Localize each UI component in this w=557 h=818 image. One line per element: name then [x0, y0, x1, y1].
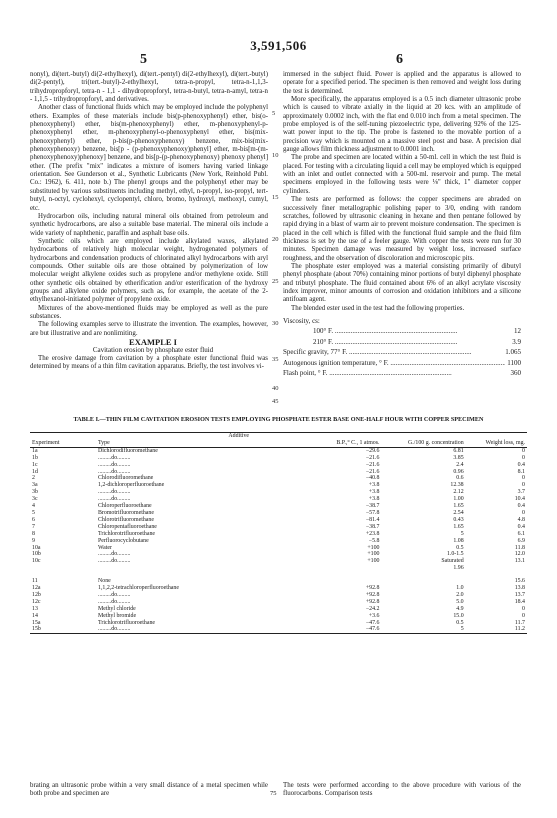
cell-type: Perfluorocyclobutane [98, 537, 149, 544]
cell-loss: 13.1 [514, 558, 525, 565]
property-value: 1100 [507, 358, 521, 367]
col-header-loss: Weight loss, mg. [466, 440, 527, 447]
cell-conc: 6.81 [453, 447, 464, 454]
cell-experiment: 8 [32, 530, 35, 537]
cell-loss: 0 [522, 475, 525, 482]
cell-type: .........do......... [98, 591, 131, 598]
cell-bp: +100 [367, 558, 380, 565]
cell-conc: 4.9 [456, 605, 464, 612]
cell-experiment: 3c [32, 496, 38, 503]
table-row [30, 545, 527, 552]
cell-bp: −21.6 [365, 454, 380, 461]
cell-type [96, 565, 315, 572]
property-value: 12 [514, 327, 521, 336]
cell-type: .........do......... [98, 551, 131, 558]
table-row [30, 620, 527, 627]
cell-type: Trichlorotrifluoroethane [98, 530, 156, 537]
cell-bp: −38.7 [365, 503, 380, 510]
cell-experiment: 1d [32, 468, 38, 475]
col-header-conc: G./100 g. concentration [381, 440, 465, 447]
table-row [30, 455, 527, 462]
col-header-bp: B.P.,° C., 1 atmos. [315, 440, 381, 447]
cell-bp: +92.8 [365, 598, 380, 605]
cell-loss: 0 [522, 605, 525, 612]
table-row [30, 510, 527, 517]
cell-bp: +100 [367, 551, 380, 558]
cell-conc [381, 578, 465, 585]
cell-type: Trichlorotrifluoroethane [98, 619, 156, 626]
cell-loss: 0.4 [517, 503, 525, 510]
cell-experiment: 4 [32, 503, 35, 510]
right-column [283, 71, 521, 379]
cell-conc: 12.38 [450, 482, 464, 489]
example-subheading: Cavitation erosion by phosphate ester fluid [92, 346, 214, 355]
table-row [30, 606, 527, 613]
cell-type: .........do......... [98, 558, 131, 565]
cell-experiment: 12c [32, 598, 41, 605]
cell-bp: −47.6 [365, 619, 380, 626]
cell-conc: 0.5 [456, 619, 464, 626]
cell-bp: −81.4 [365, 516, 380, 523]
paragraph: The tests are performed as follows: the copper specimens are abraded on successively finer metallographic polishing paper to 3/0, ending with random scratches, followed by ultrasonic cleaning in hexane and then pentane followed by rapid drying in a blast of warm air to prevent moisture condensation. The specimen is placed in the cell which is filled with the functional fluid sample and the fluid film thickness is set by the use of a feeler gauge. With copper the tests were run for 30 minutes. Specimen damage was measured by weight loss, increased surface roughness, and the observation of discoloration and microscopic pits. [283, 196, 521, 262]
cell-loss: 15.6 [514, 578, 525, 585]
property-row [283, 326, 521, 337]
cell-bp: −21.6 [365, 468, 380, 475]
table-row [30, 626, 527, 633]
cell-type: .........do......... [98, 461, 131, 468]
bottom-text-left: brating an ultrasonic probe within a very small distance of a metal specimen while both probe and specimen are [30, 782, 268, 798]
table-row [30, 462, 527, 469]
cell-loss: 0.4 [517, 461, 525, 468]
cell-bp: +23.8 [365, 530, 380, 537]
property-label: 210° F. ..... [313, 337, 510, 348]
line-number: 20 [272, 236, 279, 243]
cell-type: Chloroperfluoroethane [98, 503, 152, 510]
paragraph: Hydrocarbon oils, including natural mineral oils obtained from petroleum and synthetic hydrocarbons, are also a suitable base material. The mineral oils include a wide variety of naphthenic, paraffin and asphalt base oils. [30, 212, 268, 237]
paragraph: Synthetic oils which are employed include alkylated waxes, alkylated hydrocarbons of relatively high molecular weight, hydrogenated polymers of hydrocarbons and condensation products of chlorinated alkyl hydrocarbons with aryl compounds. Other suitable oils are those obtained by polymerization of low molecular weight alkylene oxides such as propylene and/or methylene oxide. Still other synthetic oils obtained by etherification and/or esterification of the hydroxy groups and alkylene oxide polymers, such as, for example, the acetate of the 2-ethylhexanol-initiated polymer of propylene oxide. [30, 237, 268, 304]
cell-conc: 2.0 [456, 591, 464, 598]
cell-experiment: 1a [32, 447, 38, 454]
table-row [30, 578, 527, 585]
page-number-right: 6 [396, 52, 403, 67]
cell-bp: −21.6 [365, 461, 380, 468]
cell-bp: −29.6 [365, 447, 380, 454]
cell-bp: −47.6 [315, 626, 381, 633]
cell-experiment [30, 565, 96, 572]
cell-bp: +3.8 [368, 482, 380, 489]
col-header-type: Type [96, 440, 315, 447]
property-value: 1.065 [505, 348, 521, 357]
paragraph: More specifically, the apparatus employed is a 0.5 inch diameter ultrasonic probe which is caused to vibrate axially in the liquid at 20 kcs. with an amplitude of approximately 0.0002 inch, with the flat end 0.010 inch from a metal specimen. The probe employed is of the self-tuning piezoelectric type, delivering 92% of the 125-watt power input to the tip. The probe is fastened to the movable portion of a precision way which is mounted on a massive steel post and base. A precision dial gauge allows film thickness adjustment to 0.0001 inch. [283, 96, 521, 154]
cell-type: None [98, 578, 111, 585]
cell-loss: 12.0 [514, 551, 525, 558]
table-row [30, 558, 527, 565]
cell-type: Methyl chloride [98, 605, 136, 612]
cell-type: .........do......... [96, 626, 315, 633]
cell-experiment: 10b [32, 551, 41, 558]
line-number: 40 [272, 385, 279, 392]
cell-loss: 8.1 [517, 468, 525, 475]
cell-bp: +3.8 [368, 496, 380, 503]
cell-experiment: 2 [32, 475, 35, 482]
table-row [30, 613, 527, 620]
cell-loss: 0.4 [517, 523, 525, 530]
cell-conc: 15.0 [453, 612, 464, 619]
property-value: 360 [510, 369, 521, 378]
cell-experiment: 11 [32, 578, 38, 585]
table-row [30, 447, 527, 454]
table-row [30, 585, 527, 592]
cell-bp: −57.8 [365, 509, 380, 516]
line-number: 15 [272, 194, 279, 201]
property-row [283, 337, 521, 348]
paragraph: immersed in the subject fluid. Power is applied and the apparatus is allowed to operate for a specified period. The specimen is then removed and weight loss during the test is determined. [283, 71, 521, 95]
cell-type: .........do......... [98, 598, 131, 605]
property-label: Specific gravity, 77° F. ..... [283, 347, 503, 358]
cell-conc: 3.85 [453, 454, 464, 461]
cell-bp: +100 [367, 544, 380, 551]
cell-experiment: 10c [32, 558, 41, 565]
erosion-table [30, 432, 527, 634]
cell-loss: 0 [522, 447, 525, 454]
cell-experiment: 7 [32, 523, 35, 530]
cell-conc: 1.08 [453, 537, 464, 544]
table-row [30, 524, 527, 531]
table-row [30, 503, 527, 510]
cell-experiment: 10a [32, 544, 41, 551]
line-number: 45 [272, 398, 279, 405]
cell-bp: +3.6 [368, 612, 380, 619]
bottom-text-right: The tests were performed according to the above procedure with various of the fluorocarbons. Comparison tests [283, 782, 521, 798]
cell-type: Chloropentafluoroethane [98, 523, 157, 530]
cell-conc: 0.43 [453, 516, 464, 523]
cell-conc: 5.0 [456, 598, 464, 605]
cell-conc: 1.65 [453, 523, 464, 530]
cell-type: Chlorotrifluoromethane [98, 516, 154, 523]
paragraph: The blended ester used in the test had the following properties. [291, 304, 465, 312]
table-row [30, 551, 527, 558]
cell-conc: 1.00 [453, 496, 464, 503]
properties-list [283, 316, 521, 379]
cell-conc: 2.54 [453, 509, 464, 516]
table-row [30, 517, 527, 524]
line-number: 5 [272, 110, 276, 117]
paragraph: The following examples serve to illustrate the invention. The examples, however, are but illustrative and are nonlimiting. [30, 321, 268, 337]
cell-experiment: 5 [32, 509, 35, 516]
table-row [30, 592, 527, 599]
cell-experiment: 15a [32, 619, 41, 626]
cell-bp [315, 565, 381, 572]
cell-type: 1,1,2,2-tetrachloroperfluoroethane [98, 585, 179, 592]
cell-loss: 13.8 [514, 585, 525, 592]
property-label: Autogenous ignition temperature, ° F. ..... [283, 358, 505, 369]
cell-loss: 0 [522, 454, 525, 461]
cell-type: Water [98, 544, 112, 551]
cell-conc: 1.96 [453, 565, 464, 572]
cell-type: .........do......... [98, 496, 131, 503]
cell-type: 1,2-dichloroperfluoroethane [98, 482, 165, 489]
cell-bp: +3.8 [368, 489, 380, 496]
cell-loss: 3.7 [517, 489, 525, 496]
cell-conc: 0.96 [453, 468, 464, 475]
line-number: 25 [272, 278, 279, 285]
cell-loss [466, 565, 527, 572]
paragraph: The erosive damage from cavitation by a phosphate ester functional fluid was determined by means of a thin film cavitation apparatus. Briefly, the test involves vi- [30, 354, 268, 371]
table-row [30, 531, 527, 538]
example-heading: EXAMPLE I [129, 337, 177, 347]
cell-conc: 5 [460, 530, 464, 537]
group-header: Additive [96, 433, 381, 440]
cell-experiment: 12a [32, 585, 41, 592]
cell-loss: 13.7 [514, 591, 525, 598]
cell-loss: 11.2 [466, 626, 527, 633]
properties-title [283, 316, 521, 327]
cell-loss: 4.8 [517, 516, 525, 523]
table-row [30, 565, 527, 572]
cell-loss: 10.4 [514, 496, 525, 503]
cell-experiment: 12b [32, 591, 41, 598]
cell-experiment: 1b [32, 454, 38, 461]
line-number: 35 [272, 356, 279, 363]
cell-conc: 2.4 [456, 461, 464, 468]
cell-experiment: 1c [32, 461, 38, 468]
cell-loss: 0 [522, 509, 525, 516]
table-row [30, 538, 527, 545]
cell-experiment: 6 [32, 516, 35, 523]
cell-loss: 11.7 [514, 619, 525, 626]
paragraph: Another class of functional fluids which may be employed include the polyphenyl ethers. Examples of these materials include bis(p-phenoxyphenyl) ether, bis(o-phenoxyphenyl) ether, bis(m-phenoxyphenyl) ether, m-phenoxyphenyl-p-phenoxyphenyl ether, m-phenoxyphenyl-o-phenoxyphenyl ether, bis(mix-phenoxyphenyl) ether, p-bis(p-phenoxyphenoxy) benzene, mix-bis(mix-phenoxyphenoxy) benzene, bis[p - (p-phenoxyphenoxy)phenyl] ether, m-bis[m-(m-phenoxyphenoxy)phenoxy] benzene, and bis[p-(p-phenoxyphenoxy) phenoxy phenyl] ether. (The prefix "mix" indicates a mixture of isomers having varied linkage orientation. See Gunderson et al., Synthetic Lubricants (New York, Reinhold Publ. Co.: 1962), 6. 411, note b.) The phenyl groups and the polyphenyl ether may be substituted by various substituents including methyl, ethyl, n-propyl, iso-propyl, tert-butyl, n-octyl, cyclohexyl, cyclopentyl, chloro, bromo, hydroxyl, methoxyl, cumyl, etc. [30, 104, 268, 212]
page-number-left: 5 [140, 52, 147, 67]
cell-experiment: 15b [30, 626, 96, 633]
cell-experiment: 9 [32, 537, 35, 544]
cell-bp: −5.8 [368, 537, 380, 544]
cell-bp: +92.8 [365, 591, 380, 598]
paragraph: Mixtures of the above-mentioned fluids may be employed as well as the pure substances. [30, 304, 268, 320]
table-row [30, 489, 527, 496]
line-number: 75 [270, 790, 277, 797]
cell-experiment: 3a [32, 482, 38, 489]
table-caption: TABLE I.—THIN FILM CAVITATION EROSION TESTS EMPLOYING PHOSPHATE ESTER BASE ONE-HALF HOUR WITH COPPER SPECIMEN [73, 416, 484, 423]
table-row [30, 482, 527, 489]
cell-type: .........do......... [98, 454, 131, 461]
cell-conc: 0.5 [456, 544, 464, 551]
paragraph: The probe and specimen are located within a 50-ml. cell in which the test fluid is placed. For testing with a circulating liquid a cell may be employed which is equipped with an inlet and outlet connected with a 500-ml. reservoir and pump. The metal specimens employed in the following tests were ⅛" thick, 1" diameter copper cylinders. [283, 154, 521, 195]
property-label: 100° F. ..... [313, 326, 512, 337]
cell-experiment: 13 [32, 605, 38, 612]
property-row [283, 368, 521, 379]
cell-experiment: 14 [32, 612, 38, 619]
properties-title-text: Viscosity, cs: [283, 316, 320, 325]
paragraph: nonyl), di(tert.-butyl) di(2-ethylhexyl), di(tert.-pentyl) di(2-ethylhexyl), di(tert.-butyl) di(2-pentyl), tri(tert.-butyl)-2-ethylhexyl, tetra-n-propyl, tetra-n-1,1,3-trihydropropforyl, tetra-n - 1,1 - dihydropropforyl, tetra-n-butyl, tetra-n-amyl, tetra-n - 1,1,5 - trihydropropforyl, and derivatives. [30, 71, 268, 104]
cell-loss: 0 [522, 482, 525, 489]
cell-loss: 6.9 [517, 537, 525, 544]
cell-conc: 1.0-1.5 [446, 551, 464, 558]
cell-loss: 0 [522, 612, 525, 619]
cell-loss: 18.4 [514, 598, 525, 605]
cell-type: .........do......... [98, 468, 131, 475]
property-row [283, 347, 521, 358]
table-row [30, 599, 527, 606]
left-column [30, 71, 268, 371]
property-value: 3.9 [512, 337, 521, 346]
cell-experiment: 3b [32, 489, 38, 496]
col-header-experiment: Experiment [30, 440, 96, 447]
cell-type: Bromotrifluoromethane [98, 509, 154, 516]
property-label: Flash point, ° F. ..... [283, 368, 509, 379]
cell-conc: 5 [381, 626, 465, 633]
cell-bp: −24.2 [365, 605, 380, 612]
cell-type: .........do......... [98, 489, 131, 496]
property-row [283, 358, 521, 369]
cell-conc: 1.65 [453, 503, 464, 510]
cell-type: Methyl bromide [98, 612, 137, 619]
cell-conc: 1.0 [456, 585, 464, 592]
cell-loss: 11.8 [514, 544, 525, 551]
cell-conc: 0.6 [456, 475, 464, 482]
cell-conc: 2.12 [453, 489, 464, 496]
patent-number: 3,591,506 [250, 38, 307, 53]
cell-type: Chlorodifluoromethane [98, 475, 154, 482]
cell-conc: Saturated [441, 558, 464, 565]
cell-loss: 6.1 [517, 530, 525, 537]
cell-type: Dichlorodifluoromethane [98, 447, 158, 454]
line-number: 30 [272, 320, 279, 327]
cell-bp: −38.7 [365, 523, 380, 530]
cell-bp: −40.8 [365, 475, 380, 482]
cell-bp [315, 578, 381, 585]
paragraph: The phosphate ester employed was a material consisting primarily of dibutyl phenyl phosphate (about 70%) containing minor portions of butyl diphenyl phosphate and tributyl phosphate. The fluid contained about 6% of an alkyl acrylate viscosity index improver, minor amounts of corrosion and oxidation inhibitors and a silicone antifoam agent. [283, 262, 521, 304]
line-number: 10 [272, 152, 279, 159]
cell-bp: +92.8 [365, 585, 380, 592]
